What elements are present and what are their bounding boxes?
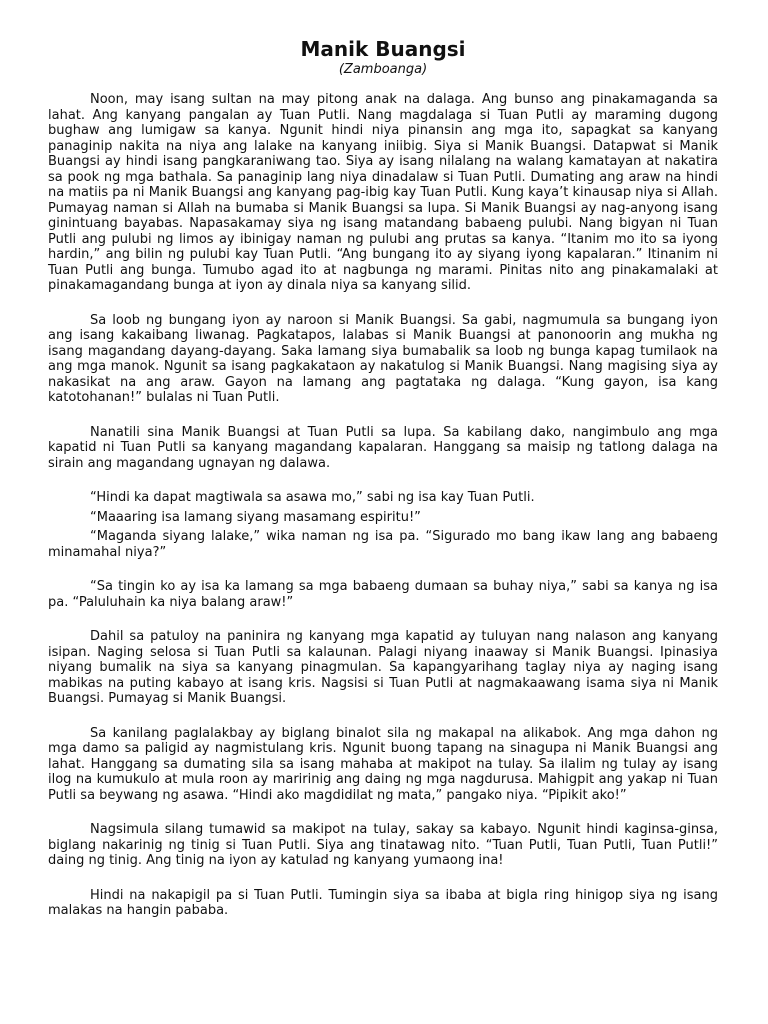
paragraph-3: Nanatili sina Manik Buangsi at Tuan Putli sa lupa. Sa kabilang dako, nangimbulo ang mga kapatid ni Tuan Putli sa kanyang magandang kapalaran. Hanggang sa maisip ng tatlong dalaga na sirain ang magandang ugnayan ng dalawa. [48, 424, 718, 471]
paragraph-9: Sa kanilang paglalakbay ay biglang binalot sila ng makapal na alikabok. Ang mga dahon ng mga damo sa paligid ay nagmistulang kris. Ngunit buong tapang na sinagupa ni Manik Buangsi ang lahat. Hanggang sa dumating sila sa isang mahaba at makipot na tulay. Sa ilalim ng tulay ay isang ilog na kumukulo at mula roon ay maririnig ang daing ng mga nagdurusa. Mahigpit ang yakap ni Tuan Putli sa beywang ng asawa. “Hindi ako magdidilat ng mata,” pangako niya. “Pipikit ako!” [48, 725, 718, 803]
paragraph-2: Sa loob ng bungang iyon ay naroon si Manik Buangsi. Sa gabi, nagmumula sa bungang iyon ang isang kakaibang liwanag. Pagkatapos, lalabas si Manik Buangsi at panonoorin ang mukha ng isang magandang dayang-dayang. Saka lamang siya bumabalik sa loob ng bunga kapag tumilaok na ang mga manok. Ngunit sa isang pagkakataon ay nakatulog si Manik Buangsi. Nang magising siya ay nakasikat na ang araw. Gayon na lamang ang pagtataka ng dalaga. “Kung gayon, isa kang katotohanan!” bulalas ni Tuan Putli. [48, 312, 718, 405]
document-subtitle: (Zamboanga) [338, 62, 428, 77]
paragraph-6: “Maganda siyang lalake,” wika naman ng isa pa. “Sigurado mo bang ikaw lang ang babaeng minamahal niya?” [48, 529, 718, 560]
paragraph-10: Nagsimula silang tumawid sa makipot na tulay, sakay sa kabayo. Ngunit hindi kaginsa-ginsa, biglang nakarinig ng tinig si Tuan Putli. Siya ang tinatawag nito. “Tuan Putli, Tuan Putli, Tuan Putli!” daing ng tinig. Ang tinig na iyon ay katulad ng kanyang yumaong ina! [48, 822, 718, 868]
paragraph-1: Noon, may isang sultan na may pitong anak na dalaga. Ang bunso ang pinakamaganda sa lahat. Ang kanyang pangalan ay Tuan Putli. Nang magdalaga si Tuan Putli ay maraming dugong bughaw ang lumigaw sa kanya. Ngunit hindi niya pinansin ang mga ito, sapagkat sa kanyang panaginip nakita na niya ang lalake na kanyang iniibig. Siya si Manik Buangsi. Datapwat si Manik Buangsi ay hindi isang pangkaraniwang tao. Siya ay isang nilalang na walang kamatayan at nakatira sa pook ng mga bathala. Sa panaginip lang niya dinadalaw si Tuan Putli. Dumating ang araw na hindi na matiis pa ni Manik Buangsi ang kanyang pag-ibig kay Tuan Putli. Kung kaya’t kinausap niya si Allah. Pumayag naman si Allah na bumaba si Manik Buangsi sa lupa. Si Manik Buangsi ay nag-anyong isang ginintuang bayabas. Napasakamay siya ng isang matandang babaeng pulubi. Nang bigyan ni Tuan Putli ang pulubi ng limos ay ibinigay naman ng pulubi ang prutas sa kanya. “Itanim mo ito sa iyong hardin,” ang bilin ng pulubi kay Tuan Putli. “Ang bungang ito ay siyang iyong kapalaran.” Itinanim ni Tuan Putli ang bunga. Tumubo agad ito at nagbunga ng marami. Pinitas nito ang pinakamalaki at pinakamagandang bunga at iyon ay dinala niya sa kanyang silid. [48, 92, 718, 293]
paragraph-5: “Maaaring isa lamang siyang masamang espiritu!” [90, 509, 421, 525]
paragraph-8: Dahil sa patuloy na paninira ng kanyang mga kapatid ay tuluyan nang nalason ang kanyang isipan. Naging selosa si Tuan Putli sa kalaunan. Palagi niyang inaaway si Manik Buangsi. Ipinasiya niyang bumalik na siya sa kanyang pinagmulan. Sa kapangyarihang taglay niya ay naging isang mabikas na puting kabayo at isang kris. Nagsisi si Tuan Putli at nagmakaawang isama siya ni Manik Buangsi. Pumayag si Manik Buangsi. [48, 629, 718, 706]
paragraph-11: Hindi na nakapigil pa si Tuan Putli. Tumingin siya sa ibaba at bigla ring hinigop siya ng isang malakas na hangin pababa. [48, 887, 718, 918]
paragraph-7: “Sa tingin ko ay isa ka lamang sa mga babaeng dumaan sa buhay niya,” sabi sa kanya ng isa pa. “Paluluhain ka niya balang araw!” [48, 579, 718, 610]
document-title: Manik Buangsi [300, 37, 466, 61]
paragraph-4: “Hindi ka dapat magtiwala sa asawa mo,” sabi ng isa kay Tuan Putli. [90, 490, 535, 505]
